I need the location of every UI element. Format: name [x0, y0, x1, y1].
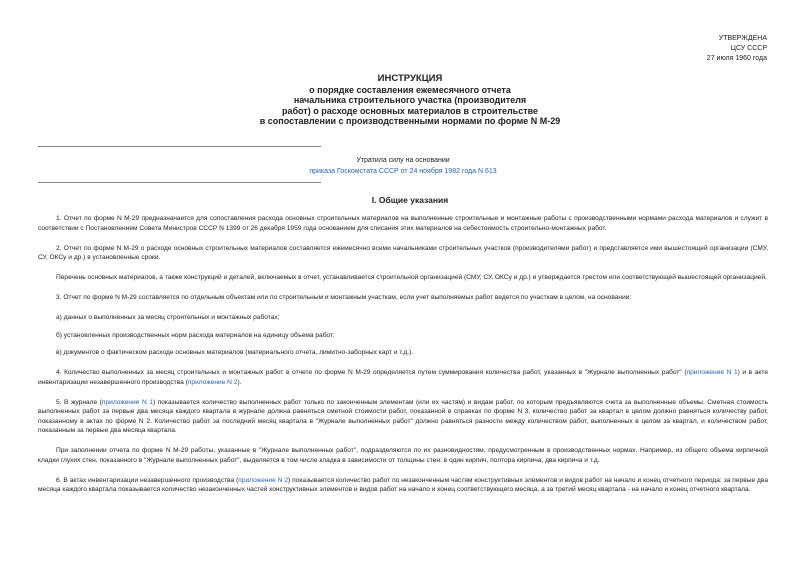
document-body — [38, 214, 768, 505]
approval-line-3: 27 июля 1960 года — [706, 55, 767, 62]
divider-bottom — [38, 182, 321, 183]
title-line-2: начальника строительного участка (производителя — [293, 95, 527, 105]
paragraph-9-text-2: ) показывается количество выполненных работ только по законченным элементам (или их частям) и видам работ, по которым предъявляются счета за выполненные объемы. Сметная стоимость выполненных работ за первые два месяца каждого квартала в журнале должна равняться сметной стоимости работ, показанной в справках по форме N 3; количество работ за квартал в целом должно равняться количеству работ, показанному в актах по форме N 2. Количество работ за последний месяц квартала в "Журнале выполненных работ" должно равняться разности между количеством работ, выполненных в целом за квартал, и количеством работ, показанным за первые два месяца квартала. — [38, 398, 768, 434]
divider-top — [38, 146, 321, 147]
paragraph-3: Перечень основных материалов, а также конструкций и деталей, включаемых в отчет, устанавливается строительной организацией (СМУ, СУ, ОКСу и др.) и утверждается трестом или соответствующей вышестоящей организацией. — [56, 274, 767, 281]
status-order-link[interactable]: приказа Госкомстата СССР от 24 ноября 1982 года N 613 — [309, 168, 497, 175]
paragraph-8 — [38, 368, 768, 387]
title-main: ИНСТРУКЦИЯ — [377, 73, 443, 84]
status-note — [250, 155, 556, 177]
appendix-1-link[interactable]: приложение N 1 — [101, 398, 153, 406]
approval-line-1: УТВЕРЖДЕНА — [718, 35, 767, 42]
paragraph-11 — [38, 476, 768, 495]
approval-line-2: ЦСУ СССР — [730, 45, 767, 52]
appendix-2-link[interactable]: приложение N 2 — [238, 476, 289, 484]
appendix-1-link[interactable]: приложение N 1 — [686, 369, 738, 376]
paragraph-8-text-1: 4. Количество выполненных за месяц строительных и монтажных работ в отчете по форме N М-29 определяется путем суммирования количества работ, указанных в "Журнале выполненных работ" ( — [56, 369, 687, 376]
status-text: Утратила силу на основании — [356, 157, 450, 164]
paragraph-9-text-1: 5. В журнале ( — [56, 398, 102, 406]
paragraph-5: а) данных о выполненных за месяц строительных и монтажных работах; — [56, 314, 280, 321]
title-line-3: работ) о расходе основных материалов в строительстве — [281, 105, 539, 116]
section-heading: I. Общие указания — [371, 195, 449, 205]
paragraph-11-text-1: 6. В актах инвентаризации незавершенного производства ( — [56, 476, 239, 484]
paragraph-8-text-2: ) и в акте инвентаризации незавершенного производства ( — [38, 369, 768, 386]
document-title — [150, 74, 670, 127]
title-line-4: в сопоставлении с производственными нормами по форме N М-29 — [259, 116, 561, 126]
title-line-1: о порядке составления ежемесячного отчета — [309, 84, 511, 95]
paragraph-11-text-2: ) показывается количество работ по незаконченным частям конструктивных элементов и видов работ на начало и конец отчетного периода: за первые два месяца каждого квартала показывается количество незаконченных частей конструктивных элементов и видов работ на начало и конец соответствующего месяца, а за третий месяц квартала - на начало и конец отчетного квартала. — [38, 476, 768, 493]
paragraph-9 — [38, 398, 768, 436]
paragraph-10: При заполнении отчета по форме N М-29 работы, указанные в "Журнале выполненных работ", подразделяются по их разновидностям, предусмотренным в производственных нормах. Например, из общего объема кирпичной кладки глухих стен, показанного в "Журнале выполненных работ", выделяется в том числе кладка в зависимости от толщины стен: в один кирпич, полтора кирпича, два кирпича и т.д. — [38, 447, 768, 464]
paragraph-6: б) установленных производственных норм расхода материалов на единицу объема работ; — [56, 331, 335, 339]
paragraph-1: 1. Отчет по форме N М-29 предназначается для сопоставления расхода основных строительных материалов на выполненные строительные и монтажные работы с производственными нормами расхода материалов и служит в соответствии с Постановлением Совета Министров СССР N 1399 от 26 декабря 1959 года основанием для списания этих материалов на себестоимость строительно-монтажных работ. — [38, 215, 768, 232]
appendix-2-link[interactable]: приложение N 2 — [187, 378, 238, 386]
paragraph-4: 3. Отчет по форме N М-29 составляется по отдельным объектам или по строительным и монтажным участкам, если учет выполняемых работ ведется по участкам в целом, на основании: — [56, 294, 632, 301]
paragraph-8-text-3: ). — [237, 378, 242, 386]
paragraph-2: 2. Отчет по форме N М-29 о расходе основных строительных материалов составляется ежемесячно всеми начальниками строительных участков (производителями работ) и представляется ими вышестоящей организации (СМУ, СУ, ОКСу и др.) в установленные сроки. — [38, 244, 768, 261]
paragraph-7: в) документов о фактическом расходе основных материалов (материального отчета, лимитно-заборных карт и т.д.). — [56, 349, 414, 356]
approval-stamp — [707, 34, 767, 64]
